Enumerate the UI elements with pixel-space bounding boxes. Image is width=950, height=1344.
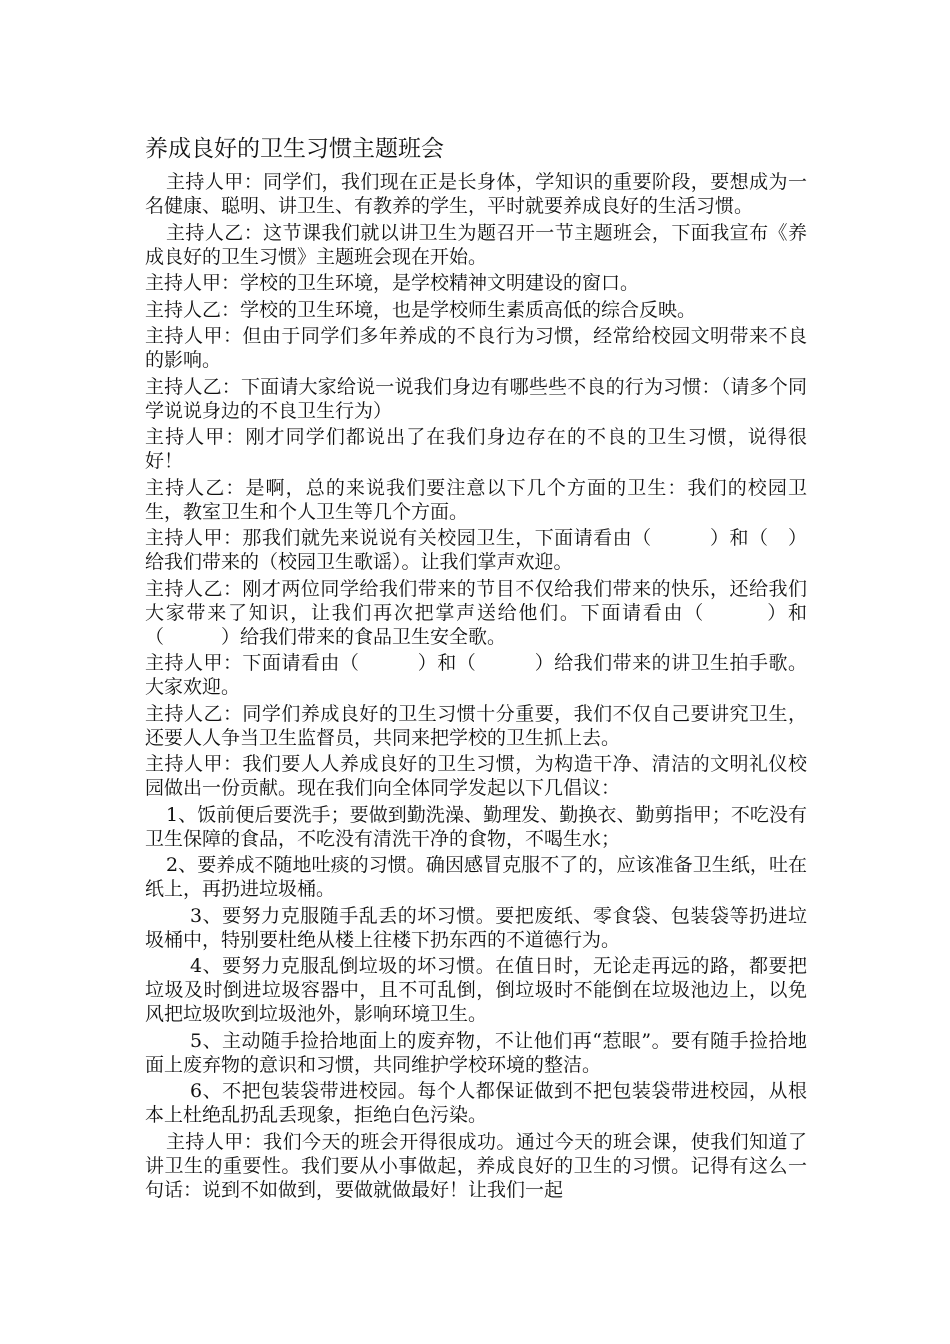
paragraph: 主持人甲：我们今天的班会开得很成功。通过今天的班会课，使我们知道了讲卫生的重要性。我们要从小事做起，养成良好的卫生的习惯。记得有这么一句话：说到不如做到，要做就做最好！让我们一起	[145, 1130, 807, 1201]
document-body	[145, 131, 807, 1204]
paragraph: 主持人甲：同学们，我们现在正是长身体，学知识的重要阶段，要想成为一名健康、聪明、讲卫生、有教养的学生，平时就要养成良好的生活习惯。	[145, 171, 807, 217]
paragraph: 主持人甲：但由于同学们多年养成的不良行为习惯，经常给校园文明带来不良的影响。	[145, 325, 807, 371]
list-item: 5、主动随手捡拾地面上的废弃物，不让他们再“惹眼”。要有随手捡拾地面上废弃物的意识和习惯，共同维护学校环境的整洁。	[145, 1029, 807, 1076]
paragraph: 主持人乙：刚才两位同学给我们带来的节目不仅给我们带来的快乐，还给我们大家带来了知识，让我们再次把掌声送给他们。下面请看由（ ）和（ ）给我们带来的食品卫生安全歌。	[145, 577, 807, 648]
list-item: 6、不把包装袋带进校园。每个人都保证做到不把包装袋带进校园，从根本上杜绝乱扔乱丢现象，拒绝白色污染。	[145, 1080, 807, 1126]
list-item: 2、要养成不随地吐痰的习惯。确因感冒克服不了的，应该准备卫生纸，吐在纸上，再扔进垃圾桶。	[145, 854, 807, 900]
list-item: 3、要努力克服随手乱丢的坏习惯。要把废纸、零食袋、包装袋等扔进垃圾桶中，特别要杜绝从楼上往楼下扔东西的不道德行为。	[145, 904, 807, 951]
paragraph: 主持人甲：那我们就先来说说有关校园卫生，下面请看由（ ）和（ ）给我们带来的（校园卫生歌谣）。让我们掌声欢迎。	[145, 527, 807, 573]
document-title: 养成良好的卫生习惯主题班会	[145, 136, 444, 162]
paragraph: 主持人甲：下面请看由（ ）和（ ）给我们带来的讲卫生拍手歌。大家欢迎。	[145, 652, 807, 698]
paragraph: 主持人乙：同学们养成良好的卫生习惯十分重要，我们不仅自己要讲究卫生，还要人人争当卫生监督员，共同来把学校的卫生抓上去。	[145, 702, 807, 749]
paragraph: 主持人乙：下面请大家给说一说我们身边有哪些些不良的行为习惯：（请多个同学说说身边的不良卫生行为）	[145, 375, 807, 422]
paragraph: 主持人甲：学校的卫生环境，是学校精神文明建设的窗口。	[145, 272, 640, 294]
paragraph: 主持人乙：学校的卫生环境，也是学校师生素质高低的综合反映。	[145, 298, 697, 321]
list-item: 1、饭前便后要洗手；要做到勤洗澡、勤理发、勤换衣、勤剪指甲；不吃没有卫生保障的食品，不吃没有清洗干净的食物，不喝生水；	[145, 803, 807, 850]
paragraph: 主持人乙：是啊，总的来说我们要注意以下几个方面的卫生：我们的校园卫生，教室卫生和个人卫生等几个方面。	[145, 476, 807, 523]
paragraph: 主持人甲：我们要人人养成良好的卫生习惯，为构造干净、清洁的文明礼仪校园做出一份贡献。现在我们向全体同学发起以下几倡议：	[145, 753, 807, 799]
list-item: 4、要努力克服乱倒垃圾的坏习惯。在值日时，无论走再远的路，都要把垃圾及时倒进垃圾容器中，且不可乱倒，倒垃圾时不能倒在垃圾池边上，以免风把垃圾吹到垃圾池外，影响环境卫生。	[145, 955, 807, 1025]
paragraph: 主持人甲：刚才同学们都说出了在我们身边存在的不良的卫生习惯，说得很好！	[145, 426, 807, 472]
paragraph: 主持人乙：这节课我们就以讲卫生为题召开一节主题班会，下面我宣布《养成良好的卫生习惯》主题班会现在开始。	[145, 221, 807, 268]
